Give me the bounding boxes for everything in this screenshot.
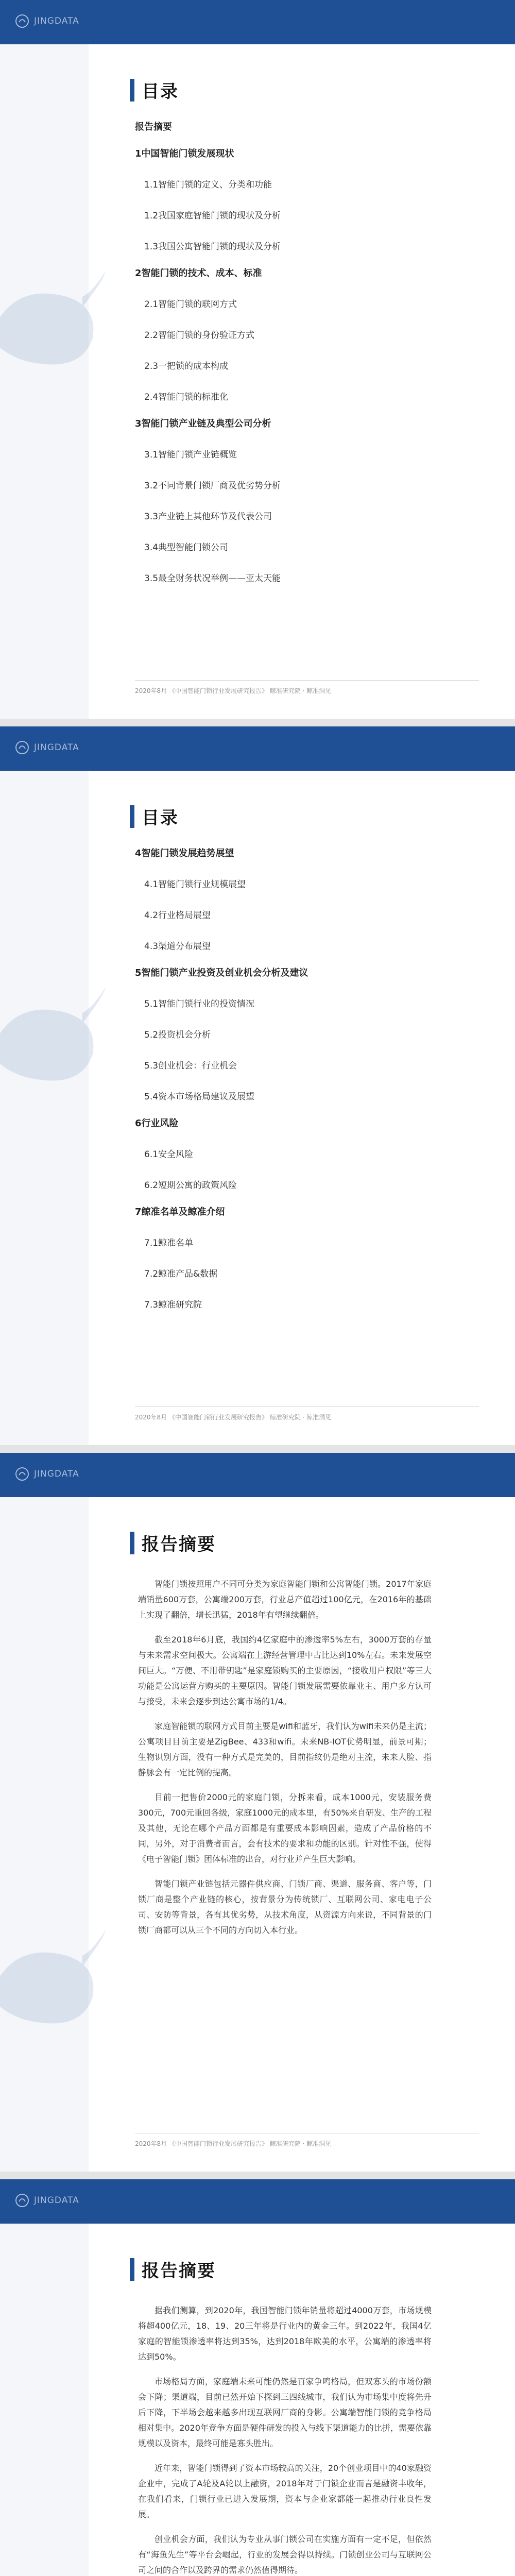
title-accent-bar (130, 2258, 134, 2281)
brand (15, 741, 79, 754)
toc-chapter-item[interactable]: 4智能门锁发展趋势展望 (135, 848, 234, 859)
title-accent-bar (130, 1532, 134, 1554)
toc-section-item[interactable]: 5.1智能门锁行业的投资情况 (144, 999, 255, 1009)
jingdata-logo-icon (15, 2194, 29, 2207)
sidebar (0, 1497, 89, 2172)
toc-chapter-item[interactable]: 7鲸准名单及鲸准介绍 (135, 1207, 225, 1217)
toc-chapter-item[interactable]: 2智能门锁的技术、成本、标准 (135, 268, 262, 279)
page-title: 目录 (142, 808, 179, 828)
toc-section-item[interactable]: 1.3我国公寓智能门锁的现状及分析 (144, 242, 281, 252)
summary-paragraph: 创业机会方面，我们认为专业从事门锁公司在实施方面有一定不足，但依然有“海鱼先生”等平台会崛起，行业的发展会得以持续。门锁创业公司与互联网公司之间的合作以及跨界的需求仍然值得期待。 (138, 2534, 432, 2575)
toc-section-item[interactable]: 1.2我国家庭智能门锁的现状及分析 (144, 211, 281, 221)
page-footer: 2020年8月 《中国智能门锁行业发展研究报告》 鲸准研究院 · 鲸准洞见 (135, 1414, 332, 1421)
whale-watermark-icon (0, 977, 108, 1106)
page-title: 报告摘要 (142, 2261, 216, 2281)
summary-paragraph: 据我们测算，到2020年，我国智能门锁年销量将超过4000万套，市场规模将超400亿元，18、19、20三年将是行业内的黄金三年。到2022年，我国4亿家庭的智能锁渗透率将达到35%，达到2018年欧美的水平，公寓端的渗透率将达到50%。 (138, 2306, 432, 2362)
summary-paragraph: 截至2018年6月底，我国约4亿家庭中的渗透率5%左右，3000万套的存量与未来需求空间极大。公寓端在上游经营管理中占比达到10%左右。未来发展空间巨大。“万便、不用带钥匙”是家庭锁购买的主要原因，“接收用户权限”等三大功能是公寓运营方购买的主要原因。智能门锁发展需要依靠业主、用户多方认可与接受，未来会逐步到达公寓市场的1/4。 (138, 1635, 432, 1706)
toc-section-item[interactable]: 3.3产业链上其他环节及代表公司 (144, 512, 272, 522)
toc-title-block (130, 804, 179, 829)
toc-section-item[interactable]: 2.1智能门锁的联网方式 (144, 299, 237, 310)
sidebar (0, 2224, 89, 2576)
brand (15, 1467, 79, 1481)
brand-name: JINGDATA (34, 742, 79, 753)
brand (15, 14, 79, 28)
whale-watermark-icon (0, 1920, 108, 2048)
page-summary-1 (0, 1453, 515, 2172)
toc-section-item[interactable]: 3.2不同背景门锁厂商及优劣势分析 (144, 481, 281, 491)
summary-paragraph: 智能门锁按照用户不同可分类为家庭智能门锁和公寓智能门锁。2017年家庭端销量600万套，公寓端200万套，行业总产值超过100亿元，在2016年的基础上实现了翻倍，增长迅猛，2018年有望继续翻倍。 (138, 1579, 432, 1620)
toc-chapter-item[interactable]: 3智能门锁产业链及典型公司分析 (135, 418, 271, 429)
page-header (0, 2179, 515, 2224)
page-footer: 2020年8月 《中国智能门锁行业发展研究报告》 鲸准研究院 · 鲸准洞见 (135, 687, 332, 694)
toc-chapter-item[interactable]: 1中国智能门锁发展现状 (135, 148, 234, 159)
toc-section-item[interactable]: 7.2鲸准产品&数据 (144, 1269, 218, 1279)
page-title: 报告摘要 (142, 1534, 216, 1555)
footer-divider (135, 680, 479, 681)
page-title: 目录 (142, 81, 179, 102)
brand-name: JINGDATA (34, 16, 79, 26)
toc-section-item[interactable]: 4.3渠道分布展望 (144, 941, 211, 952)
page-header (0, 726, 515, 771)
toc-section-item[interactable]: 3.5最全财务状况举例——亚太天能 (144, 573, 281, 584)
toc-section-item[interactable]: 4.2行业格局展望 (144, 910, 211, 921)
toc-section-item[interactable]: 6.2短期公寓的政策风险 (144, 1180, 237, 1191)
summary-paragraph: 智能门锁产业链包括元器件供应商、门锁厂商、渠道、服务商、客户等，门锁厂商是整个产业链的核心，按背景分为传统锁厂、互联网公司、家电电子公司、安防等背景，各有其优劣势，从技术角度，从资源方向来说，不同背景的门锁厂商都可以从三个不同的方向切入本行业。 (138, 1879, 432, 1935)
summary-body (138, 2303, 432, 2576)
toc-section-item[interactable]: 5.3创业机会：行业机会 (144, 1061, 237, 1071)
page-header (0, 1453, 515, 1497)
toc-section-item[interactable]: 7.1鲸准名单 (144, 1238, 194, 1248)
toc-section-item[interactable]: 3.1智能门锁产业链概览 (144, 450, 237, 460)
page-summary-2 (0, 2179, 515, 2576)
page-toc-2 (0, 726, 515, 1445)
title-accent-bar (130, 805, 134, 828)
brand-name: JINGDATA (34, 2195, 79, 2206)
sidebar (0, 771, 89, 1445)
toc-title-block (130, 77, 179, 103)
brand-name: JINGDATA (34, 1469, 79, 1479)
page-header (0, 0, 515, 44)
toc-chapter-item[interactable]: 报告摘要 (135, 122, 172, 132)
sidebar (0, 44, 89, 719)
brand (15, 2194, 79, 2207)
whale-watermark-icon (0, 261, 108, 389)
jingdata-logo-icon (15, 1467, 29, 1481)
jingdata-logo-icon (15, 14, 29, 28)
toc-section-item[interactable]: 6.1安全风险 (144, 1149, 194, 1160)
summary-paragraph: 近年来，智能门锁得到了资本市场较高的关注，20个创业项目中的40家融资企业中，完成了A轮及A轮以上融资，2018年对于门锁企业而言是融资丰收年，在我们看来，门锁行业已进入发展期，资本与企业家都能一起推动行业良性发展。 (138, 2463, 432, 2519)
table-of-contents (135, 845, 465, 1314)
toc-section-item[interactable]: 2.3一把锁的成本构成 (144, 361, 229, 371)
table-of-contents (135, 118, 465, 587)
summary-paragraph: 目前一把售价2000元的家庭门锁，分拆来看，成本1000元，安装服务费300元，700元重回各级，家庭1000元的成本里，有50%来自研发、生产的工程及其他，无论在哪个产品方面都是有重要成本影响因素，造成了产品价格的不同，另外，对于消费者而言，会有技术的要求和功能的区别。针对性不强，使得《电子智能门锁》团体标准的出台，对行业并产生巨大影响。 (138, 1792, 432, 1864)
page-toc-1 (0, 0, 515, 719)
jingdata-logo-icon (15, 741, 29, 754)
summary-title-block (130, 2257, 216, 2282)
summary-body (138, 1577, 432, 1947)
summary-paragraph: 市场格局方面，家庭端未来可能仍然是百家争鸣格局，但双寡头的市场份额会下降；渠道端，目前已然开始下探到三四线城市，我们认为市场集中度将先升后下降，下半场会越来越多出现互联网厂商的身影。公寓端智能门锁的竞争格局相对集中。2020年竞争方面是硬件研发的投入与线下渠道能力的比拼，需要依靠规模以及资本，最终可能是寡头胜出。 (138, 2377, 432, 2448)
toc-chapter-item[interactable]: 6行业风险 (135, 1118, 179, 1129)
summary-title-block (130, 1530, 216, 1555)
page-footer: 2020年8月 《中国智能门锁行业发展研究报告》 鲸准研究院 · 鲸准洞见 (135, 2140, 332, 2147)
footer-divider (135, 1406, 479, 1407)
toc-chapter-item[interactable]: 5智能门锁产业投资及创业机会分析及建议 (135, 968, 308, 978)
toc-section-item[interactable]: 4.1智能门锁行业规模展望 (144, 879, 246, 890)
toc-section-item[interactable]: 3.4典型智能门锁公司 (144, 543, 229, 553)
toc-section-item[interactable]: 2.4智能门锁的标准化 (144, 392, 229, 402)
toc-section-item[interactable]: 5.4资本市场格局建议及展望 (144, 1092, 255, 1102)
toc-section-item[interactable]: 7.3鲸准研究院 (144, 1300, 202, 1310)
toc-section-item[interactable]: 2.2智能门锁的身份验证方式 (144, 330, 255, 341)
summary-paragraph: 家庭智能锁的联网方式目前主要是wifi和蓝牙，我们认为wifi未来仍是主流；公寓项目目前主要是ZigBee、433和wifi。未来NB-IOT优势明显，前景可期；生物识别方面，没有一种方式是完美的，目前指纹仍是绝对主流，未来人脸、指静脉会有一定比例的提高。 (138, 1721, 432, 1777)
toc-section-item[interactable]: 1.1智能门锁的定义、分类和功能 (144, 180, 272, 190)
title-accent-bar (130, 79, 134, 101)
toc-section-item[interactable]: 5.2投资机会分析 (144, 1030, 211, 1040)
